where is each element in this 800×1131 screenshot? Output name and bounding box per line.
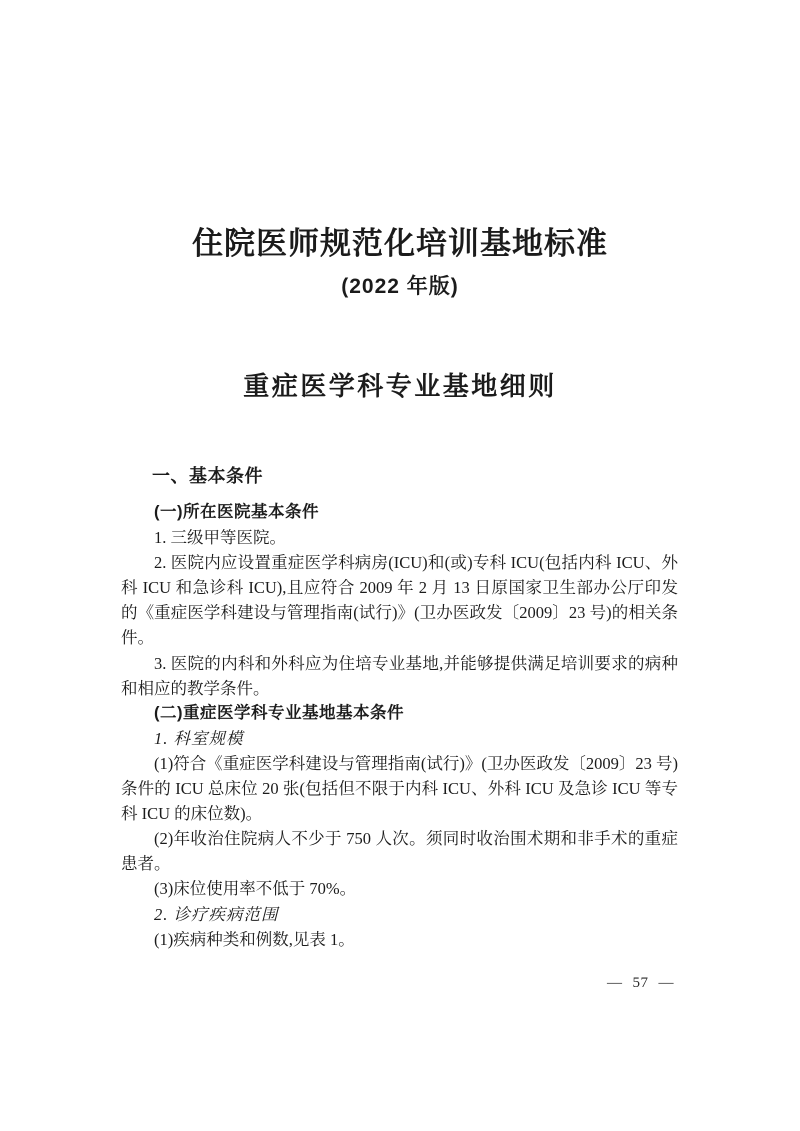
section-heading-basic-conditions: 一、基本条件	[152, 466, 263, 486]
paragraph-bed-occupancy: (3)床位使用率不低于 70%。	[154, 879, 357, 899]
paragraph-disease-types: (1)疾病种类和例数,见表 1。	[154, 929, 355, 949]
paragraph-annual-admissions: (2)年收治住院病人不少于 750 人次。须同时收治围术期和非手术的重症患者。	[121, 829, 678, 874]
page-number-right-dash: —	[658, 975, 674, 991]
paragraph-icu-setup: 2. 医院内应设置重症医学科病房(ICU)和(或)专科 ICU(包括内科 ICU、外科 ICU 和急诊科 ICU),且应符合 2009 年 2 月 13 日原国家卫生部办公厅印发的《重症医学科建设与管理指南(试行)》(卫办医政发〔2009〕23 号)的相关条件。	[121, 553, 678, 648]
item-heading-disease-range: 2. 诊疗疾病范围	[154, 904, 279, 924]
page-number	[607, 973, 674, 993]
paragraph-hospital-grade: 1. 三级甲等医院。	[154, 528, 286, 548]
document-main-title: 住院医师规范化培训基地标准	[192, 226, 608, 261]
paragraph-bed-count: (1)符合《重症医学科建设与管理指南(试行)》(卫办医政发〔2009〕23 号)条件的 ICU 总床位 20 张(包括但不限于内科 ICU、外科 ICU 及急诊 ICU 等专科 ICU 的床位数)。	[121, 753, 678, 824]
item-heading-department-scale: 1. 科室规模	[154, 728, 244, 748]
page-number-value: 57	[632, 975, 649, 991]
section-title: 重症医学科专业基地细则	[243, 371, 557, 401]
document-edition: (2022 年版)	[341, 275, 459, 298]
paragraph-internal-surgery-base: 3. 医院的内科和外科应为住培专业基地,并能够提供满足培训要求的病种和相应的教学条件。	[121, 653, 678, 698]
subsection-heading-hospital-conditions: (一)所在医院基本条件	[154, 503, 319, 521]
document-body	[121, 463, 678, 952]
subsection-heading-specialty-base-conditions: (二)重症医学科专业基地基本条件	[154, 703, 404, 722]
page-number-left-dash: —	[607, 975, 623, 991]
